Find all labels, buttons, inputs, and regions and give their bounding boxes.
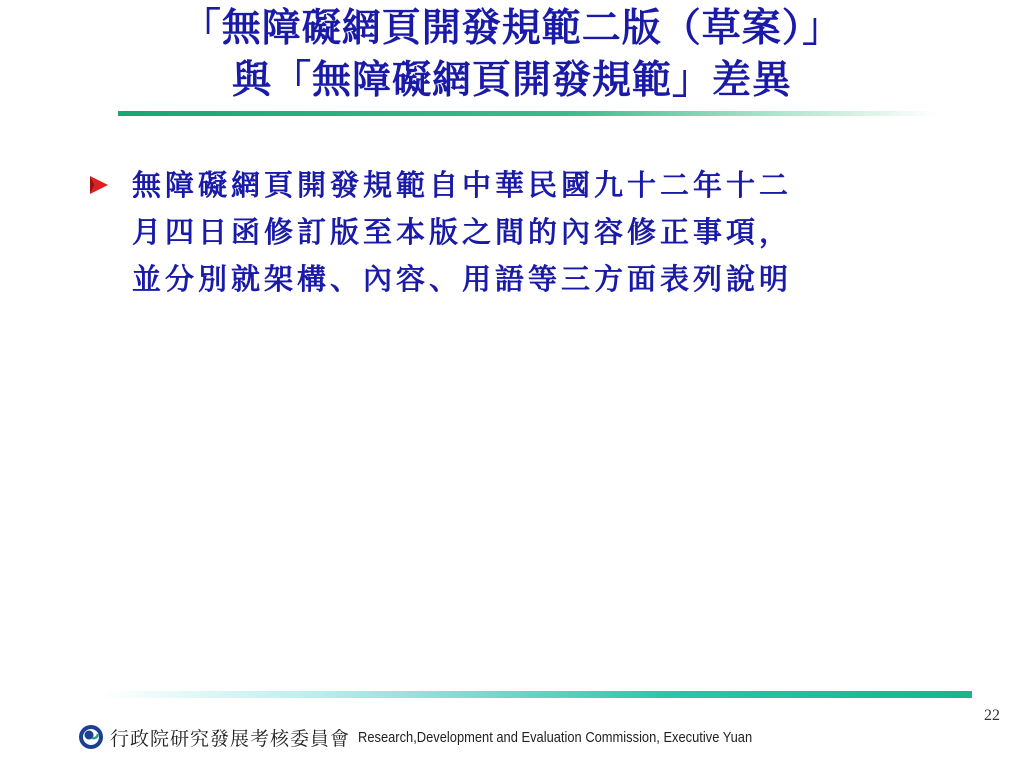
footer-brand xyxy=(78,722,816,752)
slide-title xyxy=(60,2,964,106)
bullet-item xyxy=(88,162,928,303)
title-line-2: 與「無障礙網頁開發規範」差異 xyxy=(231,57,792,103)
org-name-chinese: 行政院研究發展考核委員會 xyxy=(110,727,351,750)
title-underline-rule xyxy=(118,111,938,116)
title-line-1: 「無障礙網頁開發規範二版（草案）」 xyxy=(181,5,843,51)
bullet-text: 無障礙網頁開發規範自中華民國九十二年十二 月四日函修訂版至本版之間的內容修正事項， 並分別就架構、內容、用語等三方面表列說明 xyxy=(132,168,793,296)
footer-rule xyxy=(100,691,972,698)
agency-logo-icon xyxy=(78,724,104,750)
arrow-bullet-icon xyxy=(88,174,110,196)
page-number: 22 xyxy=(984,707,1000,724)
org-name-english: Research,Development and Evaluation Commission, Executive Yuan xyxy=(358,728,753,746)
